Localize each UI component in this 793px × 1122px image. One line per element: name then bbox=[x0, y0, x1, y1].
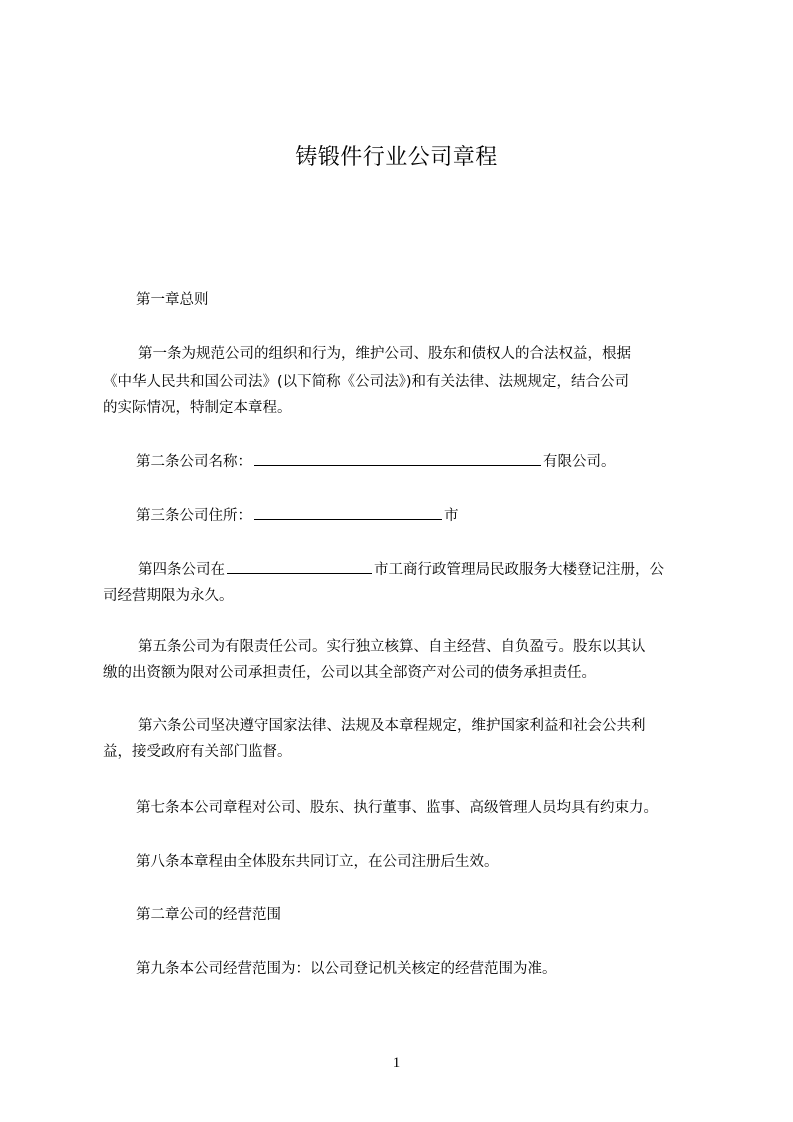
article-2-suffix: 有限公司。 bbox=[543, 454, 616, 470]
article-9: 第九条本公司经营范围为：以公司登记机关核定的经营范围为准。 bbox=[136, 961, 557, 977]
article-2 bbox=[103, 451, 736, 473]
article-3-suffix: 市 bbox=[444, 508, 459, 524]
chapter-1-heading: 第一章总则 bbox=[136, 292, 209, 308]
article-5-line-1: 第五条公司为有限责任公司。实行独立核算、自主经营、自负盈亏。股东以其认 bbox=[138, 639, 646, 655]
article-1-line-3: 的实际情况，特制定本章程。 bbox=[103, 400, 292, 416]
registration-city-blank bbox=[227, 559, 372, 574]
article-3-prefix: 第三条公司住所： bbox=[136, 508, 252, 524]
article-8: 第八条本章程由全体股东共同订立，在公司注册后生效。 bbox=[136, 854, 499, 870]
article-4-line-1 bbox=[103, 559, 738, 581]
page-number: 1 bbox=[392, 1055, 401, 1071]
chapter-2-heading: 第二章公司的经营范围 bbox=[136, 907, 281, 923]
article-6-line-2: 益，接受政府有关部门监督。 bbox=[103, 744, 292, 760]
article-1-line-1: 第一条为规范公司的组织和行为，维护公司、股东和债权人的合法权益，根据 bbox=[138, 346, 631, 362]
article-5-line-2: 缴的出资额为限对公司承担责任，公司以其全部资产对公司的债务承担责任。 bbox=[103, 665, 596, 681]
document-title: 铸锻件行业公司章程 bbox=[295, 145, 498, 170]
company-address-blank bbox=[254, 505, 442, 520]
article-4-prefix: 第四条公司在 bbox=[138, 562, 225, 578]
article-4-line-2: 司经营期限为永久。 bbox=[103, 588, 234, 604]
article-3 bbox=[103, 505, 736, 527]
article-4-suffix: 市工商行政管理局民政服务大楼登记注册，公 bbox=[374, 562, 664, 578]
article-6-line-1: 第六条公司坚决遵守国家法律、法规及本章程规定，维护国家利益和社会公共利 bbox=[138, 718, 646, 734]
company-name-blank bbox=[254, 451, 541, 466]
article-7: 第七条本公司章程对公司、股东、执行董事、监事、高级管理人员均具有约束力。 bbox=[136, 800, 658, 816]
article-1-line-2: 《中华人民共和国公司法》(以下简称《公司法》)和有关法律、法规规定，结合公司 bbox=[103, 374, 630, 390]
article-2-prefix: 第二条公司名称： bbox=[136, 454, 252, 470]
